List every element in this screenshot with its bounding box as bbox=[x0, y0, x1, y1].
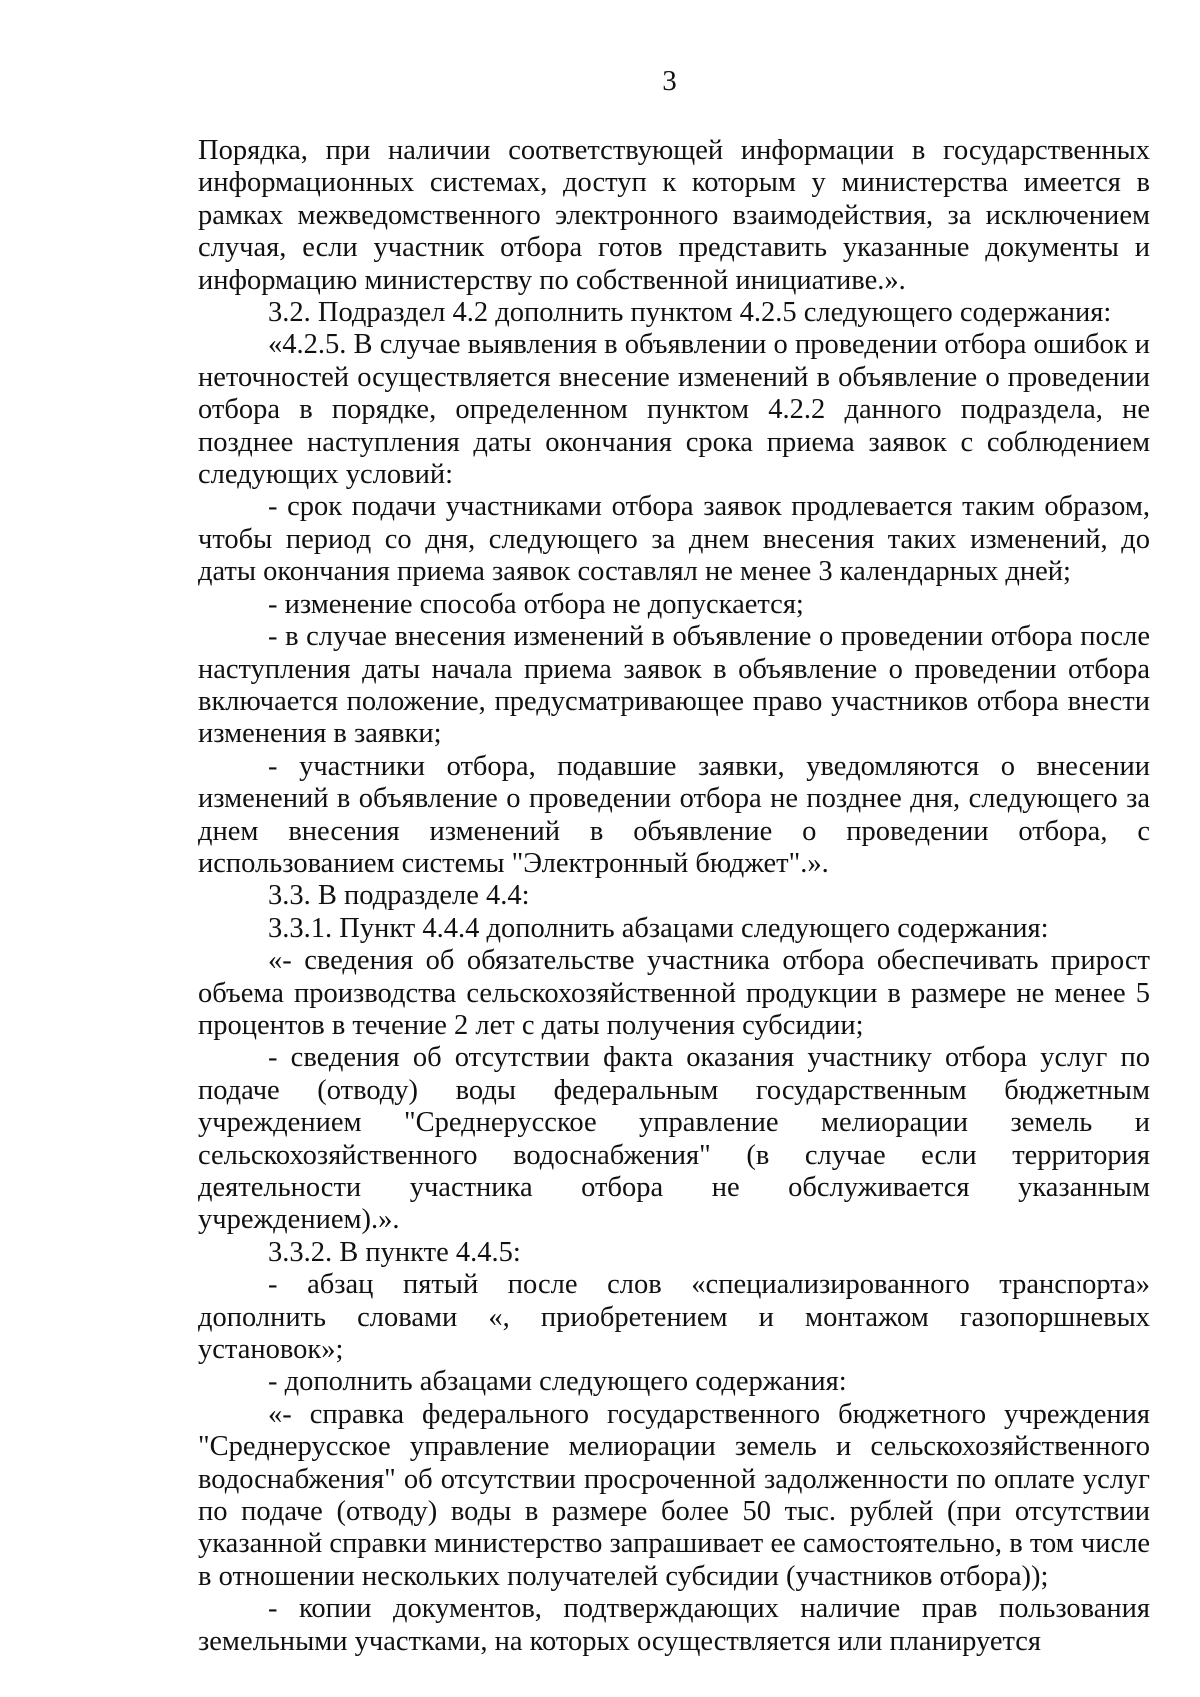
paragraph-2: 3.2. Подраздел 4.2 дополнить пунктом 4.2.5 следующего содержания: bbox=[268, 297, 1112, 329]
paragraph-11: - сведения об отсутствии факта оказания участнику отбора услуг по подаче (отводу) воды федеральным государственным бюджетным учреждением "Среднерусское управление мелиорации земель и сельскохозяйственного водоснабжения" (в случае если территория деятельности участника отбора не обслуживается указанным учреждением).». bbox=[198, 1042, 1150, 1236]
paragraph-8: 3.3. В подразделе 4.4: bbox=[268, 880, 530, 912]
paragraph-16: - копии документов, подтверждающих наличие прав пользования земельными участками, на которых осуществляется или планируется bbox=[198, 1593, 1150, 1657]
document-body bbox=[198, 135, 1150, 1658]
paragraph-7: - участники отбора, подавшие заявки, уведомляются о внесении изменений в объявление о проведении отбора не позднее дня, следующего за днем внесения изменений в объявление о проведении отбора, с использованием системы "Электронный бюджет".». bbox=[198, 750, 1150, 879]
paragraph-6: - в случае внесения изменений в объявление о проведении отбора после наступления даты начала приема заявок в объявление о проведении отбора включается положение, предусматривающее право участников отбора внести изменения в заявки; bbox=[198, 621, 1150, 750]
page-number: 3 bbox=[662, 65, 677, 97]
paragraph-10: «- сведения об обязательстве участника отбора обеспечивать прирост объема производства сельскохозяйственной продукции в размере не менее 5 процентов в течение 2 лет с даты получения субсидии; bbox=[198, 945, 1150, 1041]
paragraph-12: 3.3.2. В пункте 4.4.5: bbox=[268, 1236, 521, 1268]
paragraph-3: «4.2.5. В случае выявления в объявлении о проведении отбора ошибок и неточностей осуществляется внесение изменений в объявление о проведении отбора в порядке, определенном пунктом 4.2.2 данного подраздела, не позднее наступления даты окончания срока приема заявок с соблюдением следующих условий: bbox=[198, 329, 1150, 491]
paragraph-4: - срок подачи участниками отбора заявок продлевается таким образом, чтобы период со дня, следующего за днем внесения таких изменений, до даты окончания приема заявок составлял не менее 3 календарных дней; bbox=[198, 491, 1150, 588]
paragraph-9: 3.3.1. Пункт 4.4.4 дополнить абзацами следующего содержания: bbox=[268, 912, 1049, 944]
paragraph-14: - дополнить абзацами следующего содержания: bbox=[268, 1366, 847, 1398]
paragraph-15: «- справка федерального государственного бюджетного учреждения "Среднерусское управление мелиорации земель и сельскохозяйственного водоснабжения" об отсутствии просроченной задолженности по оплате услуг по подаче (отводу) воды в размере более 50 тыс. рублей (при отсутствии указанной справки министерство запрашивает ее самостоятельно, в том числе в отношении нескольких получателей субсидии (участников отбора)); bbox=[198, 1398, 1150, 1592]
paragraph-1: Порядка, при наличии соответствующей информации в государственных информационных системах, доступ к которым у министерства имеется в рамках межведомственного электронного взаимодействия, за исключением случая, если участник отбора готов представить указанные документы и информацию министерству по собственной инициативе.». bbox=[198, 135, 1150, 296]
paragraph-13: - абзац пятый после слов «специализированного транспорта» дополнить словами «, приобретением и монтажом газопоршневых установок»; bbox=[198, 1269, 1150, 1366]
paragraph-5: - изменение способа отбора не допускается; bbox=[268, 588, 804, 620]
